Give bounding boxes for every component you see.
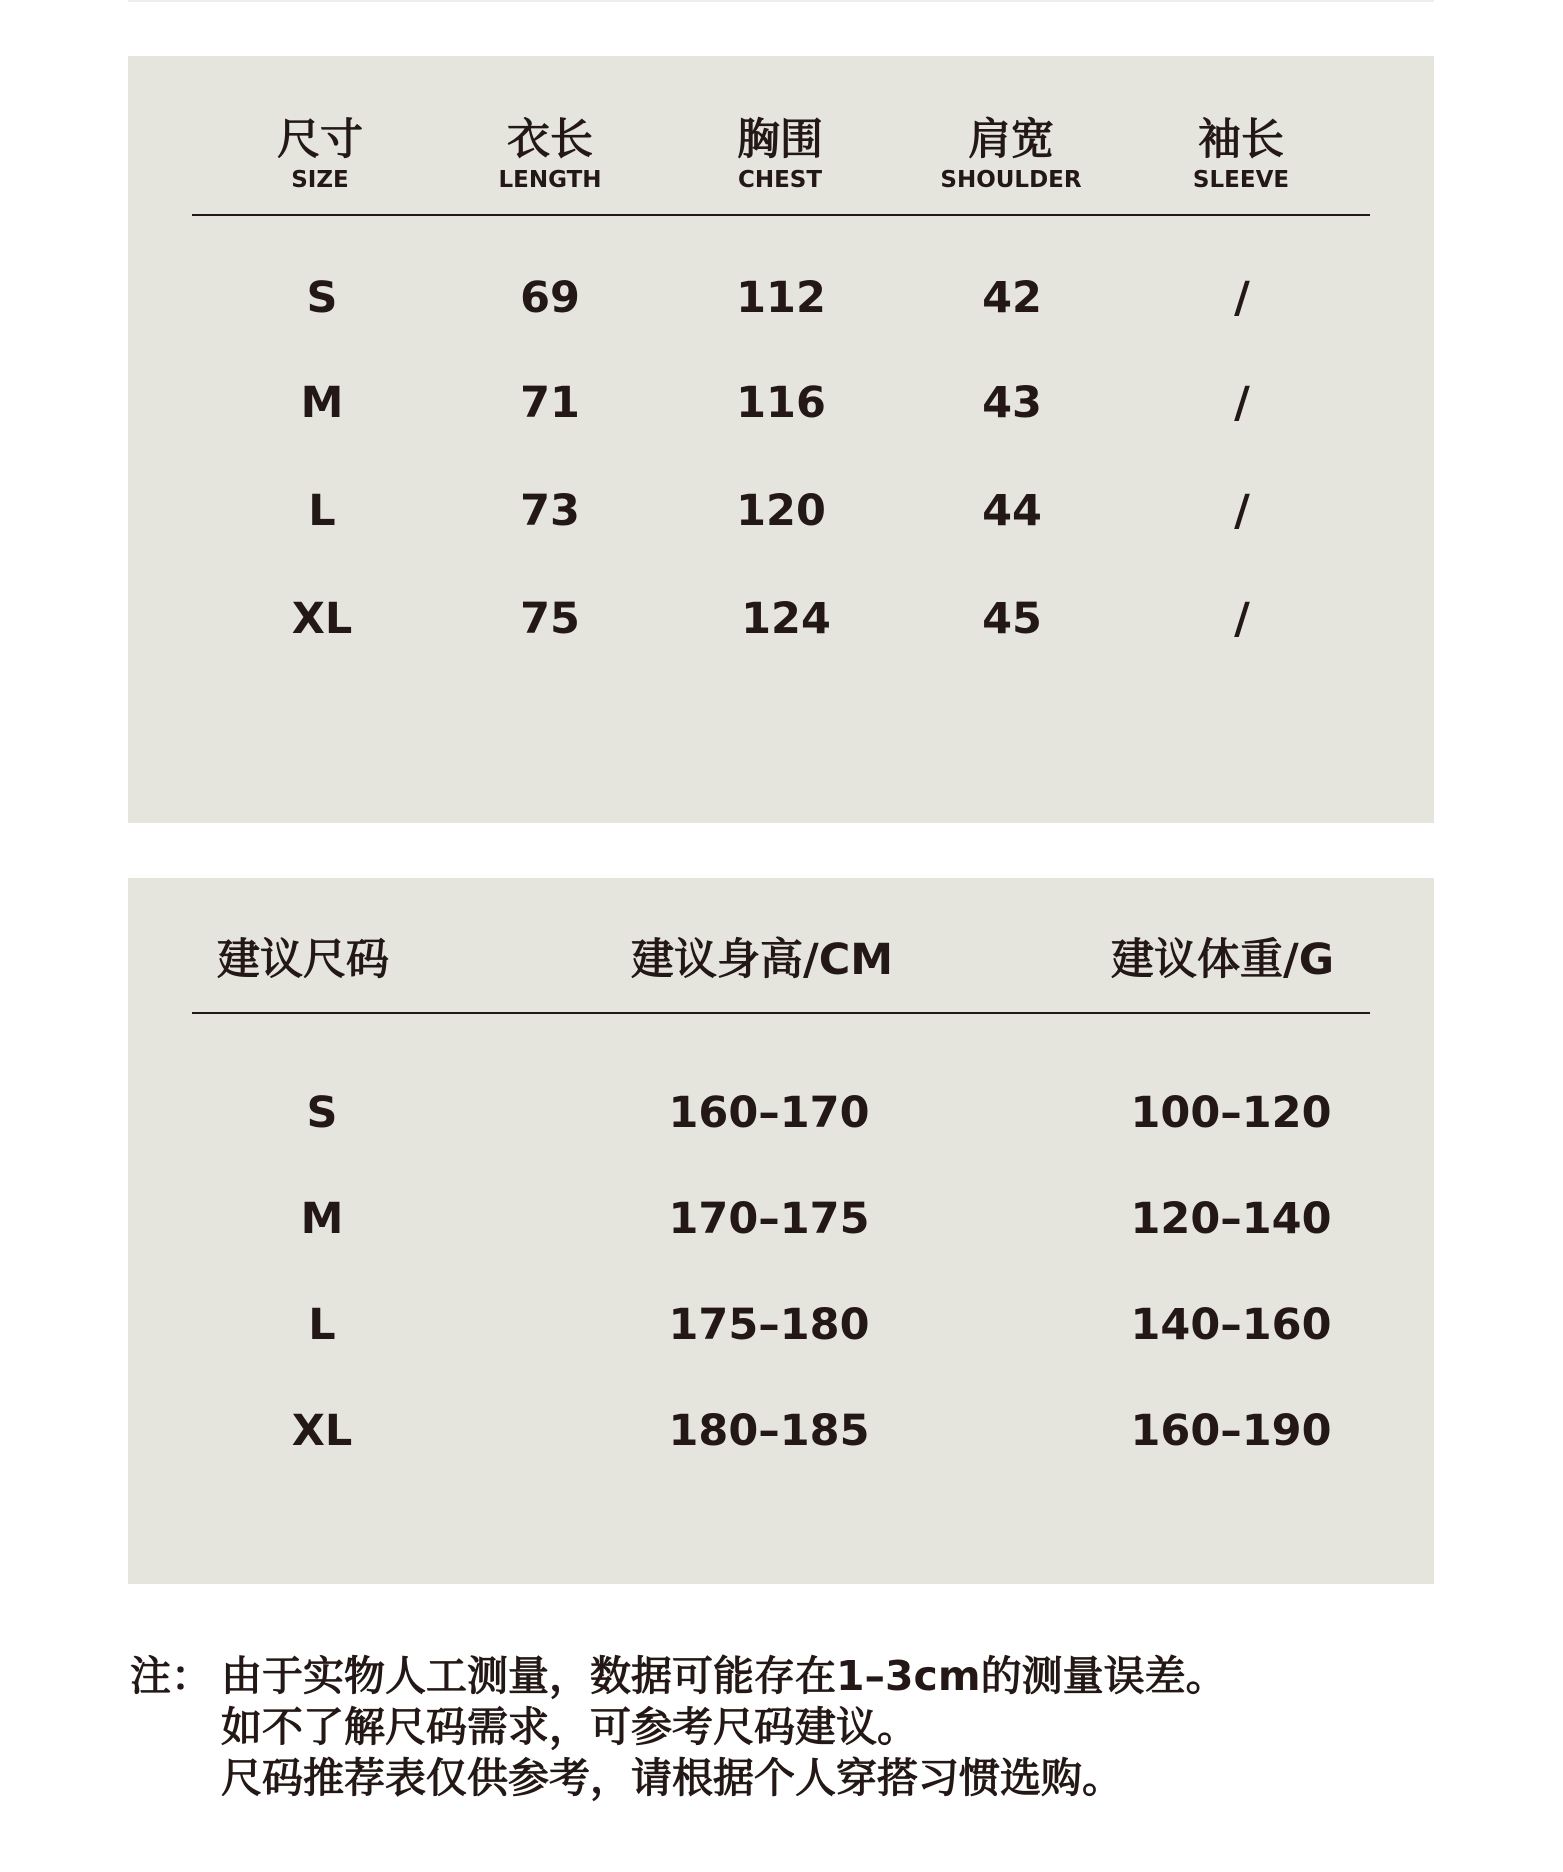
sleeve-cell: / [1234, 378, 1250, 428]
header-divider [192, 1012, 1370, 1014]
top-divider [128, 0, 1434, 2]
size-cell: L [308, 1300, 336, 1350]
size-cell: XL [291, 1406, 353, 1456]
header-chest [737, 114, 823, 194]
header-recommended-size: 建议尺码 [217, 935, 389, 985]
height-cell: 175–180 [668, 1300, 870, 1350]
length-cell: 73 [520, 486, 580, 536]
header-sleeve-en: SLEEVE [1192, 167, 1290, 193]
shoulder-cell: 43 [982, 378, 1042, 428]
length-cell: 69 [520, 273, 580, 323]
size-recommendation-panel [128, 878, 1434, 1584]
size-chart-panel [128, 56, 1434, 823]
header-recommended-height: 建议身高/CM [631, 935, 894, 985]
height-cell: 170–175 [668, 1194, 870, 1244]
header-sleeve [1193, 114, 1289, 194]
weight-cell: 120–140 [1130, 1194, 1332, 1244]
header-length-en: LENGTH [498, 167, 602, 193]
sleeve-cell: / [1234, 486, 1250, 536]
header-recommended-weight: 建议体重/G [1111, 935, 1334, 985]
header-size-en: SIZE [291, 167, 349, 193]
header-shoulder-cn: 肩宽 [968, 115, 1054, 165]
size-cell: S [306, 273, 338, 323]
note-prefix: 注： [130, 1652, 212, 1700]
size-cell: S [306, 1088, 338, 1138]
size-cell: XL [291, 594, 353, 644]
weight-cell: 140–160 [1130, 1300, 1332, 1350]
length-cell: 71 [520, 378, 580, 428]
sleeve-cell: / [1234, 594, 1250, 644]
note-line: 如不了解尺码需求，可参考尺码建议。 [221, 1703, 918, 1751]
size-cell: M [300, 378, 344, 428]
chest-cell: 120 [736, 486, 826, 536]
weight-cell: 160–190 [1130, 1406, 1332, 1456]
chest-cell: 124 [741, 594, 831, 644]
chest-cell: 116 [736, 378, 826, 428]
header-size [277, 114, 363, 194]
header-chest-cn: 胸围 [737, 115, 823, 165]
header-divider [192, 214, 1370, 216]
note-line: 尺码推荐表仅供参考，请根据个人穿搭习惯选购。 [221, 1754, 1123, 1802]
chest-cell: 112 [736, 273, 826, 323]
size-cell: M [300, 1194, 344, 1244]
header-sleeve-cn: 袖长 [1198, 115, 1284, 165]
sleeve-cell: / [1234, 273, 1250, 323]
height-cell: 160–170 [668, 1088, 870, 1138]
header-chest-en: CHEST [737, 167, 823, 193]
shoulder-cell: 45 [982, 594, 1042, 644]
shoulder-cell: 44 [982, 486, 1042, 536]
size-cell: L [308, 486, 336, 536]
header-length-cn: 衣长 [507, 115, 593, 165]
weight-cell: 100–120 [1130, 1088, 1332, 1138]
shoulder-cell: 42 [982, 273, 1042, 323]
header-shoulder-en: SHOULDER [940, 167, 1082, 193]
note-line: 由于实物人工测量，数据可能存在1–3cm的测量误差。 [221, 1652, 1227, 1700]
header-length [498, 114, 601, 194]
header-shoulder [940, 114, 1081, 194]
height-cell: 180–185 [668, 1406, 870, 1456]
length-cell: 75 [520, 594, 580, 644]
header-size-cn: 尺寸 [277, 115, 363, 165]
